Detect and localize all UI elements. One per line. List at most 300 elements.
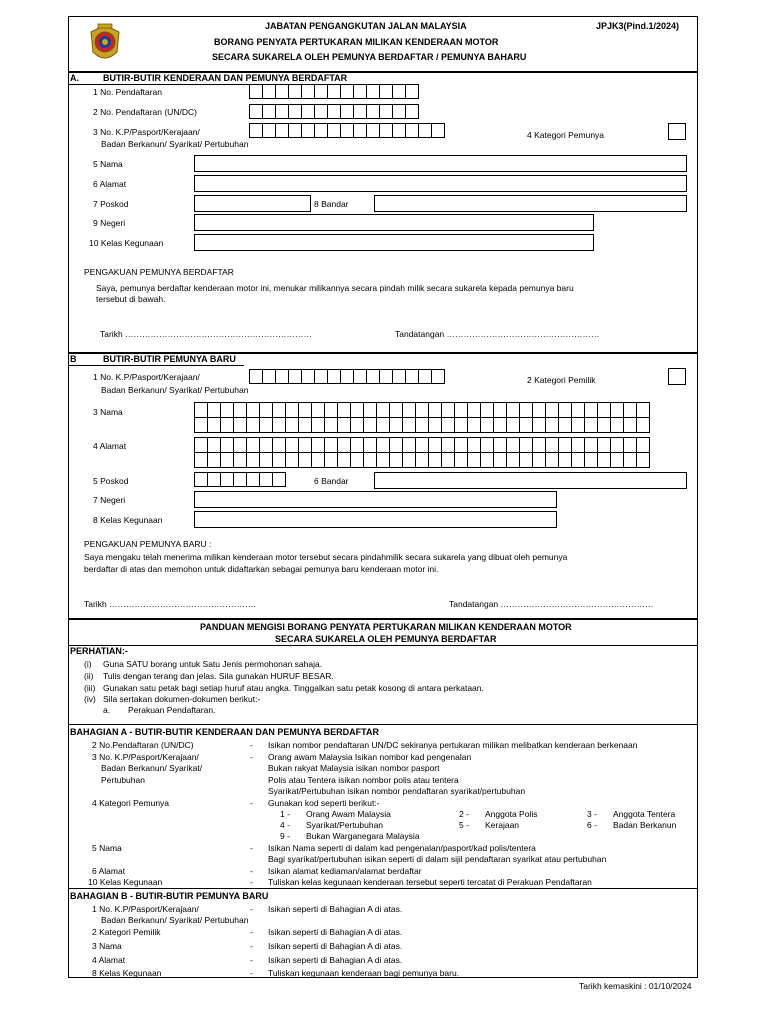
char-box[interactable] — [558, 437, 572, 453]
char-box[interactable] — [207, 472, 221, 487]
char-box[interactable] — [324, 452, 338, 468]
char-box[interactable] — [584, 402, 598, 418]
char-box[interactable] — [597, 417, 611, 433]
char-box[interactable] — [392, 369, 406, 384]
char-box[interactable] — [415, 437, 429, 453]
ba-label-10: 10 Kelas Kegunaan — [88, 877, 163, 887]
char-box[interactable] — [246, 452, 260, 468]
char-box[interactable] — [350, 417, 364, 433]
char-box[interactable] — [392, 84, 406, 99]
char-box[interactable] — [545, 452, 559, 468]
label-no-kp-b-2: Badan Berkanun/ Syarikat/ Pertubuhan — [101, 385, 249, 395]
char-box[interactable] — [441, 452, 455, 468]
char-box[interactable] — [298, 417, 312, 433]
char-box[interactable] — [337, 417, 351, 433]
char-box[interactable] — [366, 104, 380, 119]
char-box[interactable] — [272, 402, 286, 418]
char-box[interactable] — [340, 104, 354, 119]
label-kategori-pemunya: 4 Kategori Pemunya — [527, 130, 605, 140]
char-box[interactable] — [249, 84, 263, 99]
char-box[interactable] — [418, 123, 432, 138]
char-box[interactable] — [493, 417, 507, 433]
char-box[interactable] — [311, 437, 325, 453]
char-box[interactable] — [324, 437, 338, 453]
char-box[interactable] — [610, 402, 624, 418]
char-box[interactable] — [233, 437, 247, 453]
label-alamat-b: 4 Alamat — [93, 441, 127, 451]
char-box[interactable] — [415, 417, 429, 433]
char-box[interactable] — [220, 437, 234, 453]
ba-label-4: 4 Kategori Pemunya — [92, 798, 170, 808]
char-box[interactable] — [402, 402, 416, 418]
char-box[interactable] — [415, 452, 429, 468]
label-alamat-a: 6 Alamat — [93, 179, 127, 189]
char-box[interactable] — [350, 437, 364, 453]
code-text: Bukan Warganegara Malaysia — [306, 831, 420, 841]
char-box[interactable] — [597, 437, 611, 453]
char-box[interactable] — [194, 472, 208, 487]
code-num: 3 - — [587, 809, 597, 819]
note-text: Gunakan satu petak bagi setiap huruf atau angka. Tinggalkan satu petak kosong di antara perkataan. — [103, 683, 484, 693]
char-box[interactable] — [272, 452, 286, 468]
bahagian-a-title: BAHAGIAN A - BUTIR-BUTIR KENDERAAN DAN PEMUNYA BERDAFTAR — [70, 727, 379, 737]
char-box[interactable] — [610, 437, 624, 453]
char-box[interactable] — [363, 402, 377, 418]
no-kp-b-boxes[interactable] — [249, 369, 444, 384]
char-box[interactable] — [636, 437, 650, 453]
kelas-kegunaan-a-field[interactable] — [194, 234, 594, 251]
char-box[interactable] — [467, 417, 481, 433]
char-box[interactable] — [389, 437, 403, 453]
char-box[interactable] — [545, 402, 559, 418]
char-box[interactable] — [558, 417, 572, 433]
char-box[interactable] — [428, 452, 442, 468]
char-box[interactable] — [545, 437, 559, 453]
char-box[interactable] — [379, 123, 393, 138]
bahagian-b-title: BAHAGIAN B - BUTIR-BUTIR PEMUNYA BARU — [70, 891, 269, 901]
char-box[interactable] — [392, 123, 406, 138]
char-box[interactable] — [327, 104, 341, 119]
date-line-a[interactable]: Tarikh ………………………………………………………… — [100, 329, 313, 339]
char-box[interactable] — [405, 369, 419, 384]
char-box[interactable] — [233, 472, 247, 487]
char-box[interactable] — [441, 417, 455, 433]
char-box[interactable] — [262, 104, 276, 119]
label-poskod-b: 5 Poskod — [93, 476, 129, 486]
bandar-a-field[interactable] — [374, 195, 687, 212]
label-nama-a: 5 Nama — [93, 159, 123, 169]
char-box[interactable] — [207, 417, 221, 433]
char-box[interactable] — [327, 84, 341, 99]
char-box[interactable] — [298, 452, 312, 468]
ba-label-5: 5 Nama — [92, 843, 122, 853]
char-box[interactable] — [519, 417, 533, 433]
bb-text-2: Isikan seperti di Bahagian A di atas. — [268, 927, 403, 937]
bandar-b-field[interactable] — [374, 472, 687, 489]
char-box[interactable] — [610, 452, 624, 468]
char-box[interactable] — [220, 417, 234, 433]
char-box[interactable] — [480, 437, 494, 453]
char-box[interactable] — [571, 437, 585, 453]
char-box[interactable] — [324, 402, 338, 418]
bb-dash: - — [250, 904, 253, 914]
char-box[interactable] — [246, 472, 260, 487]
char-box[interactable] — [363, 417, 377, 433]
char-box[interactable] — [519, 402, 533, 418]
char-box[interactable] — [337, 452, 351, 468]
alamat-b-boxes-row2[interactable] — [194, 452, 649, 468]
alamat-b-boxes-row1[interactable] — [194, 437, 649, 453]
char-box[interactable] — [431, 369, 445, 384]
label-no-pendaftaran-undc: 2 No. Pendaftaran (UN/DC) — [93, 107, 197, 117]
char-box[interactable] — [610, 417, 624, 433]
char-box[interactable] — [288, 369, 302, 384]
char-box[interactable] — [233, 402, 247, 418]
char-box[interactable] — [532, 437, 546, 453]
char-box[interactable] — [314, 84, 328, 99]
label-negeri-a: 9 Negeri — [93, 218, 126, 228]
char-box[interactable] — [392, 104, 406, 119]
code-num: 6 - — [587, 820, 597, 830]
char-box[interactable] — [467, 452, 481, 468]
code-text: Orang Awam Malaysia — [306, 809, 391, 819]
char-box[interactable] — [558, 452, 572, 468]
char-box[interactable] — [259, 437, 273, 453]
char-box[interactable] — [428, 437, 442, 453]
char-box[interactable] — [532, 417, 546, 433]
char-box[interactable] — [519, 437, 533, 453]
char-box[interactable] — [340, 84, 354, 99]
char-box[interactable] — [558, 402, 572, 418]
char-box[interactable] — [366, 123, 380, 138]
label-bandar-a: 8 Bandar — [314, 199, 349, 209]
char-box[interactable] — [379, 104, 393, 119]
char-box[interactable] — [363, 452, 377, 468]
label-no-kp-b: 1 No. K.P/Pasport/Kerajaan/ — [93, 372, 200, 382]
char-box[interactable] — [311, 402, 325, 418]
char-box[interactable] — [353, 104, 367, 119]
char-box[interactable] — [506, 452, 520, 468]
char-box[interactable] — [584, 452, 598, 468]
negeri-b-field[interactable] — [194, 491, 557, 508]
char-box[interactable] — [246, 437, 260, 453]
char-box[interactable] — [337, 402, 351, 418]
char-box[interactable] — [636, 402, 650, 418]
bb-text-4: Isikan seperti di Bahagian A di atas. — [268, 955, 403, 965]
char-box[interactable] — [301, 104, 315, 119]
perhatian-heading: PERHATIAN:- — [70, 646, 128, 656]
char-box[interactable] — [454, 402, 468, 418]
char-box[interactable] — [220, 452, 234, 468]
char-box[interactable] — [571, 402, 585, 418]
ba-dash: - — [250, 798, 253, 808]
header-line1: JABATAN PENGANGKUTAN JALAN MALAYSIA — [265, 21, 467, 31]
char-box[interactable] — [353, 123, 367, 138]
char-box[interactable] — [207, 402, 221, 418]
note-text: Sila sertakan dokumen-dokumen berikut:- — [103, 694, 261, 704]
signature-line-b[interactable]: Tandatangan ……………………………………………… — [449, 599, 654, 609]
guide-divider-1 — [68, 645, 698, 646]
kelas-kegunaan-b-field[interactable] — [194, 511, 557, 528]
char-box[interactable] — [571, 452, 585, 468]
char-box[interactable] — [366, 369, 380, 384]
char-box[interactable] — [194, 437, 208, 453]
char-box[interactable] — [405, 84, 419, 99]
char-box[interactable] — [353, 84, 367, 99]
char-box[interactable] — [285, 452, 299, 468]
ba-label-3b: Badan Berkanun/ Syarikat/ — [101, 763, 203, 773]
char-box[interactable] — [327, 123, 341, 138]
guide-title-1: PANDUAN MENGISI BORANG PENYATA PERTUKARAN MILIKAN KENDERAAN MOTOR — [200, 622, 572, 632]
char-box[interactable] — [311, 417, 325, 433]
char-box[interactable] — [480, 417, 494, 433]
char-box[interactable] — [272, 437, 286, 453]
code-num: 4 - — [280, 820, 290, 830]
char-box[interactable] — [493, 402, 507, 418]
char-box[interactable] — [636, 417, 650, 433]
ba-dash: - — [250, 752, 253, 762]
char-box[interactable] — [272, 417, 286, 433]
label-no-pendaftaran: 1 No. Pendaftaran — [93, 87, 162, 97]
bb-label-1a: 1 No. K.P/Pasport/Kerajaan/ — [92, 904, 199, 914]
char-box[interactable] — [301, 123, 315, 138]
char-box[interactable] — [259, 472, 273, 487]
char-box[interactable] — [288, 123, 302, 138]
declaration-b-title: PENGAKUAN PEMUNYA BARU : — [84, 539, 212, 549]
char-box[interactable] — [353, 369, 367, 384]
nama-a-field[interactable] — [194, 155, 687, 172]
char-box[interactable] — [389, 417, 403, 433]
bb-dash: - — [250, 955, 253, 965]
kategori-pemilik-box[interactable] — [668, 368, 686, 385]
guide-divider-2 — [68, 724, 698, 725]
code-num: 5 - — [459, 820, 469, 830]
label-negeri-b: 7 Negeri — [93, 495, 126, 505]
char-box[interactable] — [441, 402, 455, 418]
char-box[interactable] — [246, 402, 260, 418]
char-box[interactable] — [623, 417, 637, 433]
section-b-title-underline — [68, 365, 244, 366]
char-box[interactable] — [233, 417, 247, 433]
code-text: Anggota Polis — [485, 809, 538, 819]
char-box[interactable] — [259, 402, 273, 418]
declaration-b-text-1: Saya mengaku telah menerima milikan kenderaan motor tersebut secara pindahmilik secara sukarela yang dibuat oleh pemunya — [84, 552, 568, 562]
bb-text-3: Isikan seperti di Bahagian A di atas. — [268, 941, 403, 951]
label-nama-b: 3 Nama — [93, 407, 123, 417]
char-box[interactable] — [454, 437, 468, 453]
char-box[interactable] — [314, 104, 328, 119]
char-box[interactable] — [259, 452, 273, 468]
char-box[interactable] — [350, 402, 364, 418]
note-num: (iv) — [84, 694, 96, 704]
char-box[interactable] — [428, 417, 442, 433]
header-line3: SECARA SUKARELA OLEH PEMUNYA BERDAFTAR / PEMUNYA BAHARU — [212, 52, 527, 62]
char-box[interactable] — [467, 437, 481, 453]
char-box[interactable] — [285, 437, 299, 453]
char-box[interactable] — [340, 369, 354, 384]
char-box[interactable] — [454, 417, 468, 433]
char-box[interactable] — [272, 472, 286, 487]
char-box[interactable] — [623, 437, 637, 453]
nama-b-boxes-row1[interactable] — [194, 402, 649, 418]
section-b-title: BUTIR-BUTIR PEMUNYA BARU — [103, 354, 236, 364]
code-text: Anggota Tentera — [613, 809, 676, 819]
char-box[interactable] — [623, 402, 637, 418]
char-box[interactable] — [207, 437, 221, 453]
label-bandar-b: 6 Bandar — [314, 476, 349, 486]
char-box[interactable] — [246, 417, 260, 433]
char-box[interactable] — [506, 417, 520, 433]
char-box[interactable] — [275, 84, 289, 99]
note-num: (ii) — [84, 671, 94, 681]
alamat-a-field[interactable] — [194, 175, 687, 192]
char-box[interactable] — [340, 123, 354, 138]
char-box[interactable] — [275, 104, 289, 119]
ba-dash: - — [250, 866, 253, 876]
ba-text-2: Isikan nombor pendaftaran UN/DC sekiranya pertukaran milikan melibatkan kenderaan berkenaan — [268, 740, 638, 750]
char-box[interactable] — [506, 402, 520, 418]
char-box[interactable] — [532, 452, 546, 468]
char-box[interactable] — [545, 417, 559, 433]
char-box[interactable] — [493, 452, 507, 468]
char-box[interactable] — [623, 452, 637, 468]
char-box[interactable] — [262, 84, 276, 99]
bb-label-3: 3 Nama — [92, 941, 122, 951]
char-box[interactable] — [337, 437, 351, 453]
char-box[interactable] — [532, 402, 546, 418]
char-box[interactable] — [324, 417, 338, 433]
note-text: Tulis dengan terang dan jelas. Sila gunakan HURUF BESAR. — [103, 671, 334, 681]
char-box[interactable] — [584, 437, 598, 453]
char-box[interactable] — [493, 437, 507, 453]
char-box[interactable] — [402, 437, 416, 453]
char-box[interactable] — [285, 402, 299, 418]
code-num: 2 - — [459, 809, 469, 819]
char-box[interactable] — [376, 437, 390, 453]
char-box[interactable] — [288, 104, 302, 119]
char-box[interactable] — [571, 417, 585, 433]
char-box[interactable] — [519, 452, 533, 468]
char-box[interactable] — [314, 369, 328, 384]
char-box[interactable] — [418, 369, 432, 384]
code-text: Syarikat/Pertubuhan — [306, 820, 384, 830]
char-box[interactable] — [262, 123, 276, 138]
char-box[interactable] — [275, 123, 289, 138]
char-box[interactable] — [233, 452, 247, 468]
char-box[interactable] — [454, 452, 468, 468]
char-box[interactable] — [379, 369, 393, 384]
kategori-pemunya-box[interactable] — [668, 123, 686, 140]
char-box[interactable] — [262, 369, 276, 384]
char-box[interactable] — [314, 123, 328, 138]
char-box[interactable] — [288, 84, 302, 99]
char-box[interactable] — [389, 452, 403, 468]
guide-title-2: SECARA SUKARELA OLEH PEMUNYA BERDAFTAR — [275, 634, 497, 644]
nama-b-boxes-row2[interactable] — [194, 417, 649, 433]
char-box[interactable] — [506, 437, 520, 453]
updated-date: Tarikh kemaskini : 01/10/2024 — [579, 981, 692, 991]
char-box[interactable] — [249, 104, 263, 119]
ba-text-10: Tuliskan kelas kegunaan kenderaan tersebut seperti tercatat di Perakuan Pendaftaran — [268, 877, 592, 887]
negeri-a-field[interactable] — [194, 214, 594, 231]
code-text: Badan Berkanun — [613, 820, 677, 830]
char-box[interactable] — [363, 437, 377, 453]
no-pendaftaran-boxes[interactable] — [249, 84, 418, 99]
ba-text-5a: Isikan Nama seperti di dalam kad pengenalan/pasport/kad polis/tentera — [268, 843, 536, 853]
char-box[interactable] — [275, 369, 289, 384]
char-box[interactable] — [597, 452, 611, 468]
char-box[interactable] — [376, 417, 390, 433]
char-box[interactable] — [194, 452, 208, 468]
char-box[interactable] — [376, 452, 390, 468]
bb-dash: - — [250, 927, 253, 937]
label-kelas-kegunaan-a: 10 Kelas Kegunaan — [89, 238, 164, 248]
label-kelas-kegunaan-b: 8 Kelas Kegunaan — [93, 515, 163, 525]
char-box[interactable] — [405, 123, 419, 138]
char-box[interactable] — [636, 452, 650, 468]
char-box[interactable] — [301, 84, 315, 99]
char-box[interactable] — [220, 402, 234, 418]
char-box[interactable] — [415, 402, 429, 418]
char-box[interactable] — [402, 417, 416, 433]
char-box[interactable] — [285, 417, 299, 433]
code-num: 1 - — [280, 809, 290, 819]
ba-label-3a: 3 No. K.P/Pasport/Kerajaan/ — [92, 752, 199, 762]
char-box[interactable] — [220, 472, 234, 487]
char-box[interactable] — [597, 402, 611, 418]
char-box[interactable] — [311, 452, 325, 468]
char-box[interactable] — [327, 369, 341, 384]
char-box[interactable] — [467, 402, 481, 418]
char-box[interactable] — [376, 402, 390, 418]
bb-dash: - — [250, 941, 253, 951]
char-box[interactable] — [405, 104, 419, 119]
char-box[interactable] — [194, 417, 208, 433]
char-box[interactable] — [301, 369, 315, 384]
char-box[interactable] — [366, 84, 380, 99]
header-line2: BORANG PENYATA PERTUKARAN MILIKAN KENDERAAN MOTOR — [214, 37, 499, 47]
signature-line-a[interactable]: Tandatangan ……………………………………………… — [395, 329, 600, 339]
char-box[interactable] — [480, 402, 494, 418]
date-line-b[interactable]: Tarikh ……………………………………………. — [84, 599, 256, 609]
poskod-b-boxes[interactable] — [194, 472, 285, 487]
char-box[interactable] — [207, 452, 221, 468]
char-box[interactable] — [249, 123, 263, 138]
char-box[interactable] — [584, 417, 598, 433]
char-box[interactable] — [350, 452, 364, 468]
no-kp-a-boxes[interactable] — [249, 123, 444, 138]
char-box[interactable] — [441, 437, 455, 453]
char-box[interactable] — [480, 452, 494, 468]
char-box[interactable] — [379, 84, 393, 99]
char-box[interactable] — [428, 402, 442, 418]
poskod-a-field[interactable] — [194, 195, 311, 212]
char-box[interactable] — [389, 402, 403, 418]
section-a-letter: A. — [70, 73, 79, 83]
char-box[interactable] — [298, 402, 312, 418]
char-box[interactable] — [249, 369, 263, 384]
char-box[interactable] — [402, 452, 416, 468]
bb-label-4: 4 Alamat — [92, 955, 126, 965]
note-text: Guna SATU borang untuk Satu Jenis permohonan sahaja. — [103, 659, 323, 669]
char-box[interactable] — [431, 123, 445, 138]
label-no-kp-a: 3 No. K.P/Pasport/Kerajaan/ — [93, 127, 200, 137]
ba-label-2: 2 No.Pendaftaran (UN/DC) — [92, 740, 194, 750]
no-pendaftaran-undc-boxes[interactable] — [249, 104, 418, 119]
char-box[interactable] — [194, 402, 208, 418]
char-box[interactable] — [259, 417, 273, 433]
char-box[interactable] — [298, 437, 312, 453]
